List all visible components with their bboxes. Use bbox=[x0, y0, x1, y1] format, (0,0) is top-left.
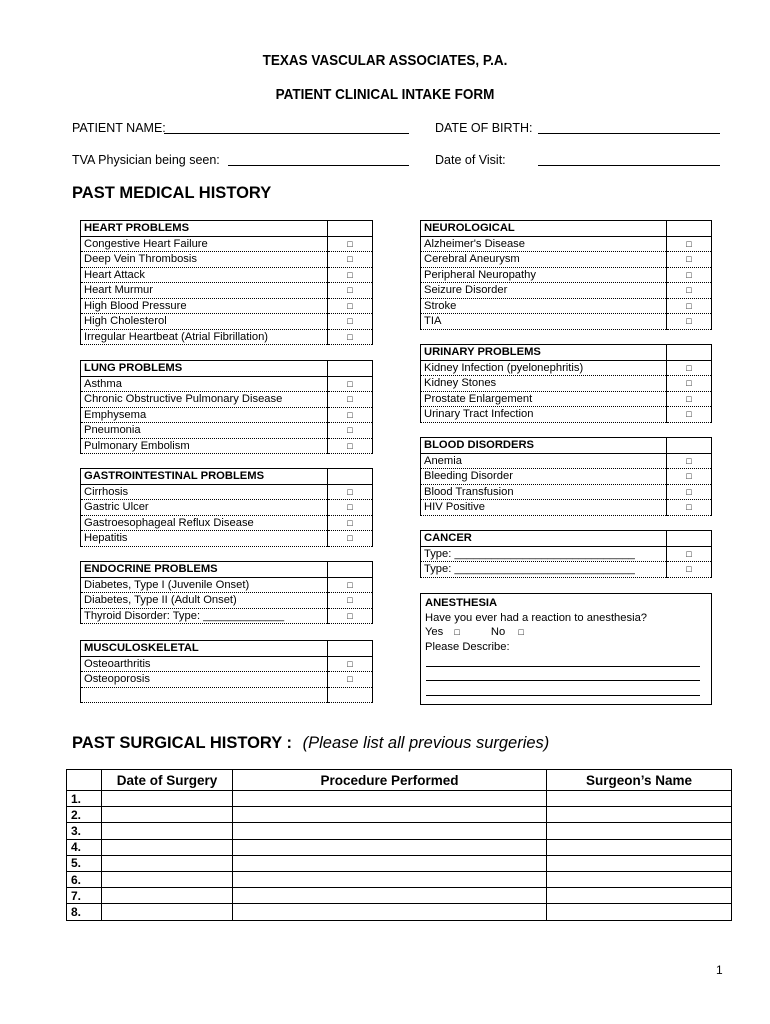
patient-name-label: PATIENT NAME: bbox=[72, 121, 166, 135]
cancer-header-cell bbox=[667, 531, 712, 547]
urinary-item-checkbox[interactable]: □ bbox=[667, 407, 712, 423]
neuro-header-row bbox=[421, 221, 712, 237]
blood-table bbox=[420, 437, 712, 516]
gi-item-label: Cirrhosis bbox=[81, 484, 328, 500]
visit-label: Date of Visit: bbox=[435, 153, 506, 167]
lung-header-cell bbox=[328, 361, 373, 377]
gi-table bbox=[80, 468, 373, 547]
heart-item-label: Heart Attack bbox=[81, 267, 328, 283]
lung-item-checkbox[interactable]: □ bbox=[328, 438, 373, 454]
urinary-header-row bbox=[421, 345, 712, 361]
surgical-date-cell[interactable] bbox=[102, 904, 233, 920]
neuro-item-checkbox[interactable]: □ bbox=[667, 236, 712, 252]
heart-item-checkbox[interactable]: □ bbox=[328, 236, 373, 252]
lung-item-label: Emphysema bbox=[81, 407, 328, 423]
msk-item-label: Osteoporosis bbox=[81, 672, 328, 688]
surgical-row-number: 5. bbox=[67, 855, 102, 871]
cancer-item-label: Type: _____________________________ bbox=[421, 562, 667, 578]
anesthesia-box bbox=[420, 593, 712, 705]
surgical-row-number: 3. bbox=[67, 823, 102, 839]
anesthesia-no-label: No bbox=[490, 626, 506, 638]
anesthesia-describe-line-3[interactable] bbox=[426, 695, 700, 696]
neuro-row bbox=[421, 267, 712, 283]
heart-header-cell bbox=[328, 221, 373, 237]
heart-row bbox=[81, 314, 373, 330]
lung-item-checkbox[interactable]: □ bbox=[328, 376, 373, 392]
endocrine-row bbox=[81, 577, 373, 593]
heart-header-row bbox=[81, 221, 373, 237]
endocrine-item-checkbox[interactable]: □ bbox=[328, 593, 373, 609]
surgical-surgeon-cell[interactable] bbox=[547, 807, 732, 823]
lung-item-label: Pneumonia bbox=[81, 423, 328, 439]
endocrine-item-label: Diabetes, Type II (Adult Onset) bbox=[81, 593, 328, 609]
neuro-item-label: Peripheral Neuropathy bbox=[421, 267, 667, 283]
endocrine-table bbox=[80, 561, 373, 624]
blood-row bbox=[421, 484, 712, 500]
dob-field[interactable] bbox=[538, 133, 720, 134]
cancer-item-checkbox[interactable]: □ bbox=[667, 562, 712, 578]
surgical-row-number: 2. bbox=[67, 807, 102, 823]
blood-item-checkbox[interactable]: □ bbox=[667, 453, 712, 469]
heart-item-label: Congestive Heart Failure bbox=[81, 236, 328, 252]
urinary-title: URINARY PROBLEMS bbox=[421, 345, 667, 361]
surgical-num-header bbox=[67, 770, 102, 791]
neuro-row bbox=[421, 298, 712, 314]
cancer-row bbox=[421, 546, 712, 562]
dob-label: DATE OF BIRTH: bbox=[435, 121, 533, 135]
anesthesia-yes-label: Yes bbox=[425, 626, 444, 638]
urinary-row bbox=[421, 376, 712, 392]
neuro-item-label: Cerebral Aneurysm bbox=[421, 252, 667, 268]
heart-item-checkbox[interactable]: □ bbox=[328, 252, 373, 268]
neuro-table bbox=[420, 220, 712, 330]
blood-item-label: HIV Positive bbox=[421, 500, 667, 516]
surgical-date-cell[interactable] bbox=[102, 791, 233, 807]
urinary-header-cell bbox=[667, 345, 712, 361]
heart-item-checkbox[interactable]: □ bbox=[328, 267, 373, 283]
urinary-row bbox=[421, 360, 712, 376]
surgical-date-cell[interactable] bbox=[102, 888, 233, 904]
surgical-procedure-header: Procedure Performed bbox=[233, 770, 547, 791]
lung-row bbox=[81, 438, 373, 454]
surgical-date-cell[interactable] bbox=[102, 807, 233, 823]
surgical-date-cell[interactable] bbox=[102, 839, 233, 855]
surgical-row-number: 1. bbox=[67, 791, 102, 807]
urinary-item-label: Prostate Enlargement bbox=[421, 391, 667, 407]
blood-item-checkbox[interactable]: □ bbox=[667, 469, 712, 485]
surgical-row bbox=[67, 855, 732, 871]
blood-item-label: Anemia bbox=[421, 453, 667, 469]
heart-table bbox=[80, 220, 373, 345]
urinary-item-label: Urinary Tract Infection bbox=[421, 407, 667, 423]
endocrine-item-label: Diabetes, Type I (Juvenile Onset) bbox=[81, 577, 328, 593]
lung-row bbox=[81, 392, 373, 408]
msk-blank-row bbox=[81, 687, 373, 702]
heart-row bbox=[81, 252, 373, 268]
blood-item-label: Blood Transfusion bbox=[421, 484, 667, 500]
surgical-row bbox=[67, 904, 732, 920]
heart-item-checkbox[interactable]: □ bbox=[328, 329, 373, 345]
lung-item-checkbox[interactable]: □ bbox=[328, 423, 373, 439]
urinary-item-label: Kidney Infection (pyelonephritis) bbox=[421, 360, 667, 376]
lung-row bbox=[81, 407, 373, 423]
heart-item-label: High Blood Pressure bbox=[81, 298, 328, 314]
msk-table bbox=[80, 640, 373, 703]
neuro-header-cell bbox=[667, 221, 712, 237]
surgical-row bbox=[67, 807, 732, 823]
heart-row bbox=[81, 329, 373, 345]
blood-header-row bbox=[421, 438, 712, 454]
cancer-title: CANCER bbox=[421, 531, 667, 547]
lung-title: LUNG PROBLEMS bbox=[81, 361, 328, 377]
visit-date-field[interactable] bbox=[538, 165, 720, 166]
surgical-procedure-cell[interactable] bbox=[233, 823, 547, 839]
endocrine-item-label: Thyroid Disorder: Type: _____________ bbox=[81, 608, 328, 624]
surgical-procedure-cell[interactable] bbox=[233, 855, 547, 871]
cancer-table bbox=[420, 530, 712, 578]
surgical-row bbox=[67, 791, 732, 807]
cancer-item-checkbox[interactable]: □ bbox=[667, 546, 712, 562]
psh-subtitle: (Please list all previous surgeries) bbox=[302, 734, 550, 752]
heart-row bbox=[81, 267, 373, 283]
surgical-procedure-cell[interactable] bbox=[233, 904, 547, 920]
lung-table bbox=[80, 360, 373, 454]
psh-title-text: PAST SURGICAL HISTORY : bbox=[72, 734, 293, 752]
heart-item-label: Irregular Heartbeat (Atrial Fibrillation) bbox=[81, 329, 328, 345]
anesthesia-yes-checkbox[interactable]: □ bbox=[454, 627, 460, 637]
surgical-row bbox=[67, 823, 732, 839]
urinary-table bbox=[420, 344, 712, 423]
neuro-item-checkbox[interactable]: □ bbox=[667, 252, 712, 268]
org-title: TEXAS VASCULAR ASSOCIATES, P.A. bbox=[262, 52, 508, 69]
neuro-row bbox=[421, 236, 712, 252]
neuro-item-label: Seizure Disorder bbox=[421, 283, 667, 299]
gi-row bbox=[81, 484, 373, 500]
urinary-item-checkbox[interactable]: □ bbox=[667, 360, 712, 376]
blood-item-checkbox[interactable]: □ bbox=[667, 484, 712, 500]
blood-title: BLOOD DISORDERS bbox=[421, 438, 667, 454]
neuro-row bbox=[421, 314, 712, 330]
lung-item-label: Chronic Obstructive Pulmonary Disease bbox=[81, 392, 328, 408]
surgical-surgeon-cell[interactable] bbox=[547, 839, 732, 855]
gi-item-checkbox[interactable]: □ bbox=[328, 515, 373, 531]
patient-name-field[interactable] bbox=[164, 133, 409, 134]
heart-item-label: High Cholesterol bbox=[81, 314, 328, 330]
surgical-row-number: 8. bbox=[67, 904, 102, 920]
neuro-item-checkbox[interactable]: □ bbox=[667, 267, 712, 283]
pmh-title: PAST MEDICAL HISTORY bbox=[72, 184, 272, 202]
surgical-row-number: 6. bbox=[67, 871, 102, 887]
blood-row bbox=[421, 469, 712, 485]
neuro-item-checkbox[interactable]: □ bbox=[667, 314, 712, 330]
msk-item-checkbox[interactable]: □ bbox=[328, 672, 373, 688]
anesthesia-describe-label: Please Describe: bbox=[425, 640, 510, 653]
surgical-surgeon-cell[interactable] bbox=[547, 888, 732, 904]
surgical-surgeon-header: Surgeon’s Name bbox=[547, 770, 732, 791]
surgical-date-cell[interactable] bbox=[102, 823, 233, 839]
lung-item-checkbox[interactable]: □ bbox=[328, 392, 373, 408]
neuro-item-label: Alzheimer's Disease bbox=[421, 236, 667, 252]
endocrine-item-checkbox[interactable]: □ bbox=[328, 608, 373, 624]
endocrine-header-cell bbox=[328, 562, 373, 578]
urinary-row bbox=[421, 391, 712, 407]
lung-row bbox=[81, 423, 373, 439]
heart-item-label: Heart Murmur bbox=[81, 283, 328, 299]
blood-header-cell bbox=[667, 438, 712, 454]
page-number: 1 bbox=[716, 963, 723, 977]
cancer-row bbox=[421, 562, 712, 578]
surgical-date-header: Date of Surgery bbox=[102, 770, 233, 791]
surgical-procedure-cell[interactable] bbox=[233, 888, 547, 904]
msk-blank-check bbox=[328, 687, 373, 702]
msk-header-row bbox=[81, 641, 373, 657]
msk-title: MUSCULOSKELETAL bbox=[81, 641, 328, 657]
heart-item-checkbox[interactable]: □ bbox=[328, 283, 373, 299]
gi-header-cell bbox=[328, 469, 373, 485]
urinary-item-checkbox[interactable]: □ bbox=[667, 391, 712, 407]
neuro-item-label: TIA bbox=[421, 314, 667, 330]
gi-item-checkbox[interactable]: □ bbox=[328, 500, 373, 516]
gi-item-label: Hepatitis bbox=[81, 531, 328, 547]
msk-row bbox=[81, 672, 373, 688]
anesthesia-describe-line-1[interactable] bbox=[426, 666, 700, 667]
physician-field[interactable] bbox=[228, 165, 409, 166]
gi-item-checkbox[interactable]: □ bbox=[328, 484, 373, 500]
urinary-item-label: Kidney Stones bbox=[421, 376, 667, 392]
neuro-item-checkbox[interactable]: □ bbox=[667, 298, 712, 314]
surgical-surgeon-cell[interactable] bbox=[547, 855, 732, 871]
heart-item-label: Deep Vein Thrombosis bbox=[81, 252, 328, 268]
lung-item-label: Asthma bbox=[81, 376, 328, 392]
surgical-row bbox=[67, 888, 732, 904]
anesthesia-no-checkbox[interactable]: □ bbox=[518, 627, 524, 637]
gi-row bbox=[81, 531, 373, 547]
endocrine-row bbox=[81, 608, 373, 624]
endocrine-row bbox=[81, 593, 373, 609]
gi-title: GASTROINTESTINAL PROBLEMS bbox=[81, 469, 328, 485]
anesthesia-title: ANESTHESIA bbox=[425, 597, 498, 609]
surgical-date-cell[interactable] bbox=[102, 855, 233, 871]
lung-item-label: Pulmonary Embolism bbox=[81, 438, 328, 454]
gi-item-checkbox[interactable]: □ bbox=[328, 531, 373, 547]
surgical-surgeon-cell[interactable] bbox=[547, 871, 732, 887]
cancer-item-label: Type: _____________________________ bbox=[421, 546, 667, 562]
surgical-surgeon-cell[interactable] bbox=[547, 904, 732, 920]
surgical-surgeon-cell[interactable] bbox=[547, 791, 732, 807]
lung-row bbox=[81, 376, 373, 392]
surgical-procedure-cell[interactable] bbox=[233, 839, 547, 855]
anesthesia-question: Have you ever had a reaction to anesthesia? bbox=[425, 611, 648, 624]
anesthesia-describe-line-2[interactable] bbox=[426, 680, 700, 681]
msk-item-label: Osteoarthritis bbox=[81, 656, 328, 672]
heart-row bbox=[81, 298, 373, 314]
endocrine-header-row bbox=[81, 562, 373, 578]
gi-row bbox=[81, 515, 373, 531]
neuro-item-label: Stroke bbox=[421, 298, 667, 314]
heart-row bbox=[81, 283, 373, 299]
endocrine-title: ENDOCRINE PROBLEMS bbox=[81, 562, 328, 578]
surgical-procedure-cell[interactable] bbox=[233, 791, 547, 807]
surgical-procedure-cell[interactable] bbox=[233, 871, 547, 887]
msk-header-cell bbox=[328, 641, 373, 657]
gi-header-row bbox=[81, 469, 373, 485]
heart-title: HEART PROBLEMS bbox=[81, 221, 328, 237]
neuro-row bbox=[421, 283, 712, 299]
surgical-procedure-cell[interactable] bbox=[233, 807, 547, 823]
neuro-item-checkbox[interactable]: □ bbox=[667, 283, 712, 299]
endocrine-item-checkbox[interactable]: □ bbox=[328, 577, 373, 593]
msk-blank-cell[interactable] bbox=[81, 687, 328, 702]
surgical-date-cell[interactable] bbox=[102, 871, 233, 887]
blood-row bbox=[421, 453, 712, 469]
neuro-title: NEUROLOGICAL bbox=[421, 221, 667, 237]
blood-item-checkbox[interactable]: □ bbox=[667, 500, 712, 516]
surgical-row bbox=[67, 871, 732, 887]
gi-item-label: Gastric Ulcer bbox=[81, 500, 328, 516]
blood-row bbox=[421, 500, 712, 516]
cancer-header-row bbox=[421, 531, 712, 547]
heart-item-checkbox[interactable]: □ bbox=[328, 298, 373, 314]
surgical-row bbox=[67, 839, 732, 855]
gi-item-label: Gastroesophageal Reflux Disease bbox=[81, 515, 328, 531]
lung-header-row bbox=[81, 361, 373, 377]
neuro-row bbox=[421, 252, 712, 268]
surgical-surgeon-cell[interactable] bbox=[547, 823, 732, 839]
heart-item-checkbox[interactable]: □ bbox=[328, 314, 373, 330]
psh-title bbox=[72, 734, 549, 753]
surgical-row-number: 4. bbox=[67, 839, 102, 855]
surgical-header-row bbox=[67, 770, 732, 791]
msk-item-checkbox[interactable]: □ bbox=[328, 656, 373, 672]
urinary-item-checkbox[interactable]: □ bbox=[667, 376, 712, 392]
surgical-row-number: 7. bbox=[67, 888, 102, 904]
surgical-history-table bbox=[66, 769, 732, 921]
lung-item-checkbox[interactable]: □ bbox=[328, 407, 373, 423]
heart-row bbox=[81, 236, 373, 252]
blood-item-label: Bleeding Disorder bbox=[421, 469, 667, 485]
physician-label: TVA Physician being seen: bbox=[72, 153, 220, 167]
gi-row bbox=[81, 500, 373, 516]
urinary-row bbox=[421, 407, 712, 423]
form-title: PATIENT CLINICAL INTAKE FORM bbox=[275, 86, 495, 103]
msk-row bbox=[81, 656, 373, 672]
anesthesia-options bbox=[425, 625, 707, 640]
